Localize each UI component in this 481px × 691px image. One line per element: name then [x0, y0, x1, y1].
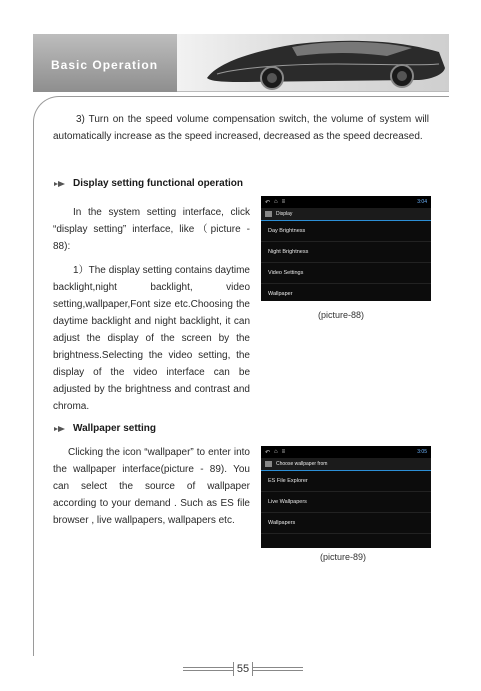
display-section-heading [53, 178, 243, 189]
display-settings-screenshot [261, 196, 431, 301]
wallpaper-heading-text: Wallpaper setting [73, 423, 156, 434]
arrow-bullet-icon [53, 179, 67, 189]
header-title: Basic Operation [51, 58, 159, 72]
screen-title: Choose wallpaper from [276, 461, 328, 467]
display-heading-text: Display setting functional operation [73, 178, 244, 189]
status-bar [261, 196, 431, 208]
wallpaper-icon [265, 461, 272, 467]
arrow-bullet-icon [53, 424, 67, 434]
display-paragraph-1: In the system setting interface, click “display setting” interface, like（picture - 88): [53, 207, 250, 252]
wallpaper-section-heading [53, 423, 156, 434]
page-header [33, 34, 449, 92]
home-icon: ⌂ [274, 198, 278, 205]
status-bar [261, 446, 431, 458]
footer-rule-right [253, 667, 303, 671]
wallpaper-paragraph: Clicking the icon “wallpaper” to enter into the wallpaper interface(picture - 89). You can select the source of wallpaper according to your demand . Such as ES file browser , live wallpapers, wallpapers etc. [53, 447, 250, 526]
menu-item[interactable]: Day Brightness [261, 221, 431, 242]
menu-item[interactable]: Video Settings [261, 263, 431, 284]
screen-titlebar [261, 208, 431, 221]
back-icon: ↶ [265, 449, 271, 456]
header-divider [177, 91, 449, 92]
status-icons [265, 449, 285, 456]
menu-item[interactable]: ES File Explorer [261, 471, 431, 492]
page-number: 55 [233, 662, 253, 676]
menu-icon: ≡ [281, 448, 286, 455]
menu-icon: ≡ [281, 198, 286, 205]
car-image [177, 34, 449, 92]
menu-item[interactable]: Night Brightness [261, 242, 431, 263]
screen-title: Display [276, 211, 293, 217]
menu-item[interactable]: Wallpaper [261, 284, 431, 301]
back-icon: ↶ [265, 199, 271, 206]
car-illustration [177, 34, 449, 92]
display-paragraph-2: 1）The display setting contains daytime backlight,night backlight, video setting,wallpaper,Font size etc.Choosing the daytime backlight and night backlight, it can adjust the display of the screen by the brightness.Selecting the video setting, the display of the video interface can be adjusted by the brightness and contrast and chroma. [53, 265, 250, 412]
home-icon: ⌂ [274, 448, 278, 455]
wallpaper-chooser-screenshot [261, 446, 431, 548]
settings-icon [265, 211, 272, 217]
screen-titlebar [261, 458, 431, 471]
status-icons [265, 199, 285, 206]
page-footer [183, 662, 303, 676]
picture-89-caption: (picture-89) [320, 552, 367, 562]
picture-88-caption: (picture-88) [318, 310, 365, 320]
menu-item[interactable]: Wallpapers [261, 513, 431, 534]
intro-paragraph: 3) Turn on the speed volume compensation switch, the volume of system will automatically increase as the speed increased, decreased as the speed decreased. [53, 114, 429, 142]
menu-item[interactable]: Live Wallpapers [261, 492, 431, 513]
footer-rule-left [183, 667, 233, 671]
status-time: 3:05 [417, 449, 427, 455]
header-tab [33, 34, 177, 92]
status-time: 3:04 [417, 199, 427, 205]
